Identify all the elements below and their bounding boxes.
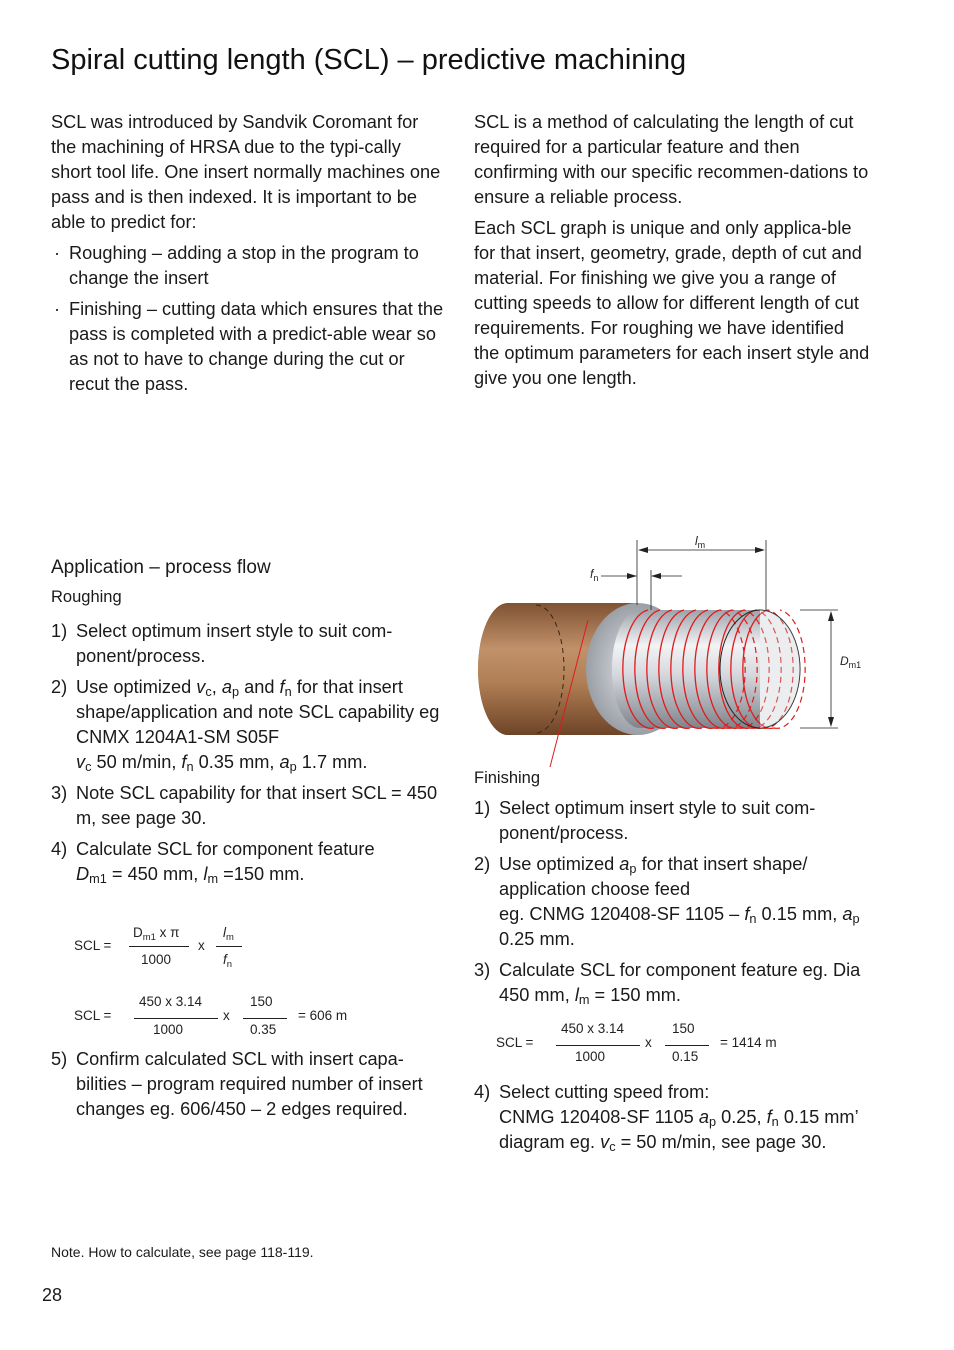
intro-right-paragraph-2: Each SCL graph is unique and only applica-ble for that insert, geometry, grade, depth of cut and material. For finishing we give you a range of cutting speeds to allow for different length of cut requirements. For roughing we have identified the optimum parameters for each insert style and give you one length. [474,218,870,388]
page-number: 28 [42,1285,63,1305]
intro-right-column [474,110,874,397]
finishing-step-2: 2) Use optimized $a_p$ for that insert shape/ application choose feed eg. CNMG 120408-SF $1105 - f_n$ 0.15 mm, $a_p$ 0.25 mm. [474,854,860,949]
spiral-cutting-diagram [470,525,890,770]
footnote: Note. How to calculate, see page 118-119. [51,1244,314,1260]
formula-scl-symbolic: SCL = $D_{m1}$ x π 1000 x $l_m$ $f_n$ [74,925,274,975]
intro-right-paragraph-1: SCL is a method of calculating the length of cut required for a particular feature and then confirming with our specific recommen-dations to ensure a reliable process. [474,112,869,207]
roughing-step-1: 1) Select optimum insert style to suit com-ponent/process. [51,621,393,666]
finishing-step-4: 4) Select cutting speed from: CNMG 120408-SF 1105 $a_p$ 0.25, $f_n$ 0.15 mm’ diagram eg. $v_c = 50$ m/min, see page 30. [474,1082,858,1154]
roughing-step-5-block [51,1047,446,1128]
label-dm1: $D_{m1}$ [840,654,862,670]
formula-numerator-1: $D_{m1}$ x π [133,925,180,943]
application-left-column [51,555,446,893]
roughing-heading: Roughing [51,588,122,606]
bullet-roughing: · Roughing – adding a stop in the program to change the insert [54,243,419,288]
finishing-step-1: 1) Select optimum insert style to suit com-ponent/process. [474,798,816,843]
label-lm: $l_m$ [695,534,706,550]
page-title: Spiral cutting length (SCL) – predictive machining [51,44,687,76]
formula-scl-roughing: SCL = 450 x 3.14 1000 x 150 0.35 = 606 m [74,994,348,1037]
finishing-heading: Finishing [474,769,541,787]
roughing-step-5: 5) Confirm calculated SCL with insert capa-bilities – program required number of insert changes eg. 606/450 – 2 edges required. [51,1049,423,1119]
bullet-finishing: · Finishing – cutting data which ensures that the pass is completed with a predict-able wear so as not to have to change during the cut or recut the pass. [54,299,444,394]
roughing-step-2: 2) Use optimized $v_c$, $a_p$ and $f_n$ for that insert shape/application and note SCL capability eg CNMX 1204A1-SM S05F $v_c$ 50 m/min, $f_n$ 0.35 mm, $a_p$ 1.7 mm. [51,677,440,774]
label-fn: $f_n$ [590,567,599,583]
formula-scl-finishing: SCL = 450 x 3.14 1000 x 150 0.15 = 1414 m [496,1021,777,1064]
finishing-step-3: 3) Calculate SCL for component feature eg. Dia 450 mm, $l_m = 150$ mm. [474,960,861,1007]
application-heading: Application – process flow [51,557,271,578]
roughing-step-3: 3) Note SCL capability for that insert SCL = 450 m, see page 30. [51,783,438,828]
intro-paragraph: SCL was introduced by Sandvik Coromant for the machining of HRSA due to the typi-cally short tool life. One insert normally machines one pass and is then indexed. It is important to be able to predict for: [51,112,441,232]
roughing-step-4: 4) Calculate SCL for component feature $D_{m1} = 450$ mm, $l_m =150$ mm. [51,839,375,886]
finishing-column [474,766,874,1014]
intro-left-column [51,110,446,403]
finishing-step-4-block [474,1080,874,1161]
